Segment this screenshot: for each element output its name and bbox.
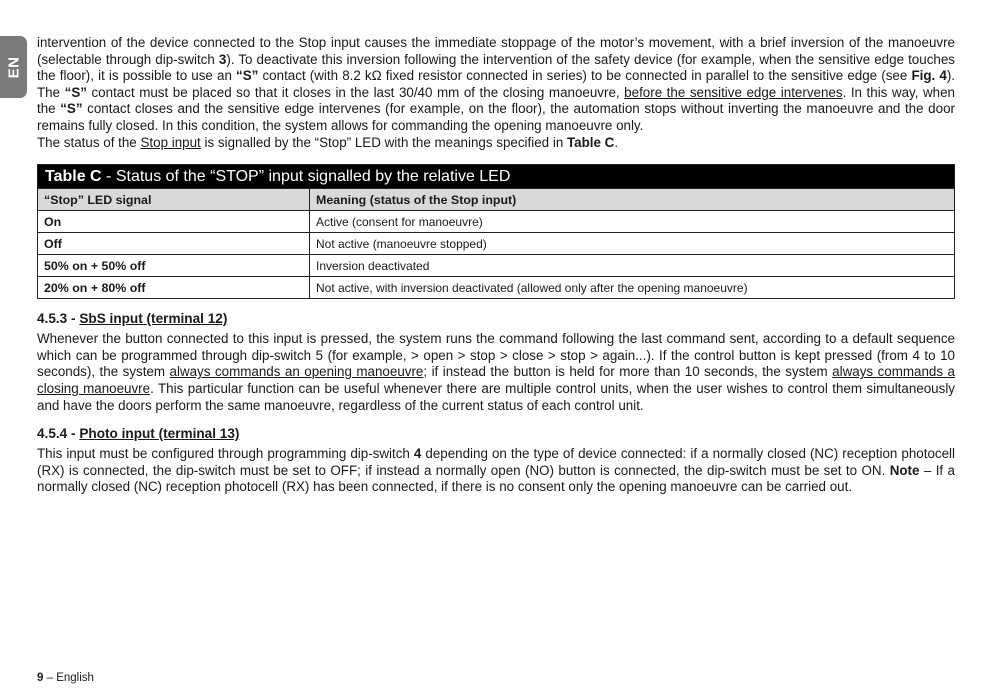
text-run: . This particular function can be useful whenever there are multiple control units, when the user wishes to control them simultaneously and have the doors perform the same manoeuvre, regardless of the current status of each control unit. <box>37 380 955 413</box>
intro-paragraph <box>37 35 955 135</box>
stop-status-paragraph <box>37 135 955 152</box>
led-meaning: Not active (manoeuvre stopped) <box>310 233 955 255</box>
led-signal: Off <box>38 233 310 255</box>
page-content <box>37 35 955 496</box>
table-title-row <box>38 165 955 189</box>
section-photo-input <box>37 426 955 496</box>
section-body <box>37 331 955 414</box>
text-run: ). The <box>37 68 956 100</box>
underlined-text: Stop input <box>140 134 201 150</box>
underlined-text: always commands an opening manoeuvre <box>169 364 424 380</box>
section-number: 4.5.3 - <box>37 311 80 327</box>
footer-label: – English <box>43 672 94 684</box>
table-row <box>38 233 955 255</box>
text-run: Whenever the button connected to this input is pressed, the system runs the command following the last command sent, according to a default sequence which can be programmed through dip-switch 5 (for example, > open > stop > close > stop > again...). If the control button is kept pressed (from 4 to 10 seconds), the system <box>37 331 955 380</box>
text-run: intervention of the device connected to the Stop input causes the immediate stoppage of the motor’s movement, with a brief inversion of the manoeuvre (selectable through dip-switch <box>37 35 955 67</box>
table-title-rest: - Status of the “STOP” input signalled by the relative LED <box>101 167 511 185</box>
led-meaning: Active (consent for manoeuvre) <box>310 211 955 233</box>
section-title: Photo input (terminal 13) <box>79 426 240 442</box>
table-header-row <box>38 189 955 211</box>
section-title: SbS input (terminal 12) <box>79 311 228 327</box>
text-run: . <box>614 134 619 150</box>
led-signal: 50% on + 50% off <box>38 255 310 277</box>
bold-text: Note <box>889 462 920 478</box>
led-meaning: Inversion deactivated <box>310 255 955 277</box>
bold-text: “S” <box>236 68 259 84</box>
section-body <box>37 446 955 496</box>
table-body <box>38 165 955 299</box>
led-signal: On <box>38 211 310 233</box>
text-run: . In this way, when the <box>37 84 956 117</box>
page-number: 9 <box>37 672 44 684</box>
table-row <box>38 211 955 233</box>
bold-text: 4 <box>413 446 422 462</box>
text-run: – If a normally closed (NC) reception photocell (RX) has been connected, if there is no consent only the opening manoeuvre can be carried out. <box>37 462 956 495</box>
led-signal: 20% on + 80% off <box>38 277 310 299</box>
table-title-bold: Table C <box>45 167 102 185</box>
text-run: is signalled by the “Stop” LED with the meanings specified in <box>200 134 567 150</box>
text-run: ; if instead the button is held for more than 10 seconds, the system <box>423 364 833 380</box>
led-meaning: Not active, with inversion deactivated (allowed only after the opening manoeuvre) <box>310 277 955 299</box>
text-run: ). To deactivate this inversion following the intervention of the safety device (for example, when the sensitive edge touches the floor), it is possible to use an <box>37 51 955 84</box>
table-row <box>38 277 955 299</box>
bold-text: 3 <box>218 51 227 67</box>
underlined-text: always commands a closing manoeuvre <box>37 364 955 396</box>
table-title <box>38 165 955 189</box>
text-run: contact (with 8.2 kΩ fixed resistor connected in series) to be connected in parallel to the sensitive edge (see <box>258 68 912 84</box>
bold-text: “S” <box>64 84 87 100</box>
text-run: contact closes and the sensitive edge intervenes (for example, on the floor), the automation stops without inverting the manoeuvre and the door remains fully closed. In this condition, the system allows for commanding the opening manoeuvre only. <box>37 101 955 133</box>
bold-text: Fig. 4 <box>911 68 947 84</box>
text-run: The status of the <box>37 134 141 150</box>
col-header-signal: “Stop” LED signal <box>38 189 310 211</box>
col-header-meaning: Meaning (status of the Stop input) <box>310 189 955 211</box>
text-run: This input must be configured through programming dip-switch <box>37 446 414 462</box>
language-tab <box>0 36 27 98</box>
text-run: depending on the type of device connected: if a normally closed (NC) reception photocell (RX) is connected, the dip-switch must be set to OFF; if instead a normally open (NO) button is connected, the dip-switch must be set to ON. <box>37 446 955 478</box>
text-run: contact must be placed so that it closes in the last 30/40 mm of the closing manoeuvre, <box>86 84 625 100</box>
table-c <box>37 164 955 299</box>
bold-text: Table C <box>566 134 615 150</box>
bold-text: “S” <box>60 101 83 117</box>
section-number: 4.5.4 - <box>37 426 80 442</box>
section-heading <box>37 311 955 326</box>
section-heading <box>37 426 955 441</box>
page-footer <box>37 672 94 684</box>
language-label: EN <box>5 56 22 78</box>
table-row <box>38 255 955 277</box>
underlined-text: before the sensitive edge intervenes <box>624 84 843 100</box>
section-sbs-input <box>37 311 955 414</box>
